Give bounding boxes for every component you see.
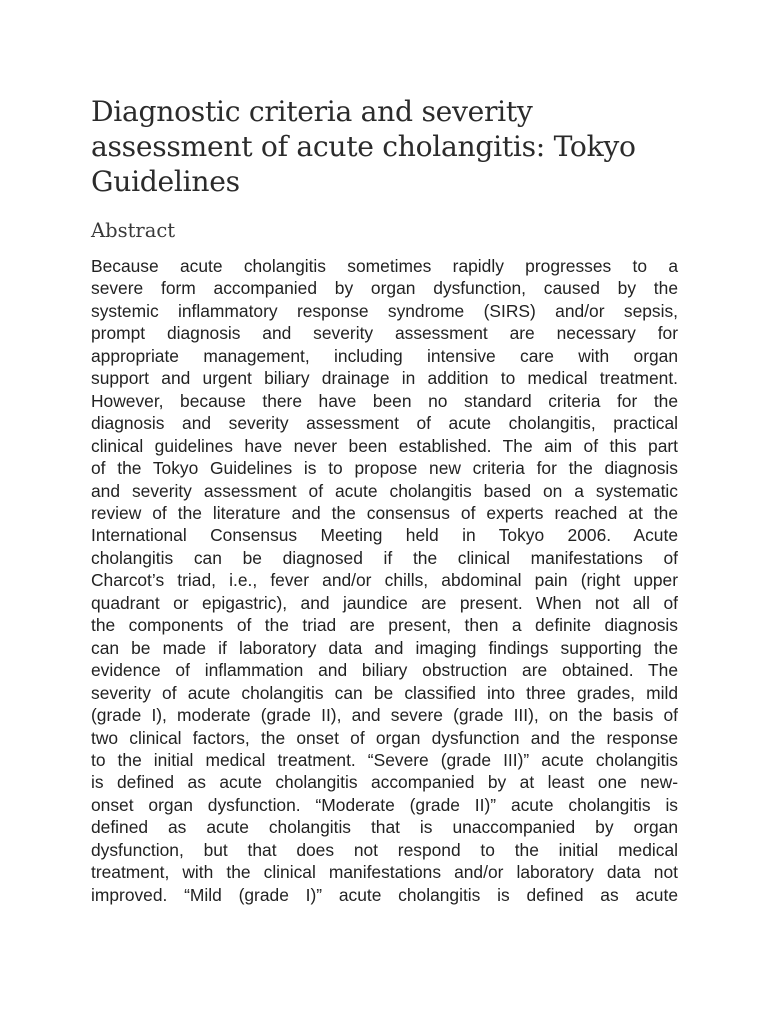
abstract-line: onset organ dysfunction. “Moderate (grade II)” acute cholangitis is [91,794,678,815]
abstract-line: appropriate management, including intensive care with organ [91,345,678,366]
abstract-line: can be made if laboratory data and imaging findings supporting the [91,637,678,658]
abstract-line: dysfunction, but that does not respond to the initial medical [91,839,678,860]
abstract-line: treatment, with the clinical manifestations and/or laboratory data not [91,862,678,883]
abstract-line: review of the literature and the consensus of experts reached at the [91,502,678,523]
abstract-line: improved. “Mild (grade I)” acute cholangitis is defined as acute [91,884,678,905]
abstract-heading: Abstract [91,219,176,242]
document-page [91,94,678,906]
abstract-line: Charcot’s triad, i.e., fever and/or chills, abdominal pain (right upper [91,570,678,591]
abstract-line: defined as acute cholangitis that is unaccompanied by organ [91,817,678,838]
abstract-line: cholangitis can be diagnosed if the clinical manifestations of [91,547,678,568]
abstract-line: clinical guidelines have never been established. The aim of this part [91,435,678,456]
abstract-line: prompt diagnosis and severity assessment are necessary for [91,323,678,344]
abstract-line: severity of acute cholangitis can be classified into three grades, mild [91,682,678,703]
abstract-line: two clinical factors, the onset of organ dysfunction and the response [91,727,678,748]
document-title: Diagnostic criteria and severity assessment of acute cholangitis: Tokyo Guidelines [91,95,636,198]
abstract-line: and severity assessment of acute cholangitis based on a systematic [91,480,678,501]
abstract-line: quadrant or epigastric), and jaundice are present. When not all of [91,592,678,613]
abstract-line: severe form accompanied by organ dysfunction, caused by the [91,278,678,299]
abstract-line: support and urgent biliary drainage in addition to medical treatment. [91,368,678,389]
abstract-body [91,255,678,906]
abstract-line: International Consensus Meeting held in Tokyo 2006. Acute [91,525,678,546]
abstract-line: to the initial medical treatment. “Severe (grade III)” acute cholangitis [91,749,678,770]
abstract-line: evidence of inflammation and biliary obstruction are obtained. The [91,660,678,681]
abstract-line: However, because there have been no standard criteria for the [91,390,678,411]
abstract-line: the components of the triad are present, then a definite diagnosis [91,615,678,636]
abstract-line: systemic inflammatory response syndrome (SIRS) and/or sepsis, [91,300,678,321]
abstract-line: (grade I), moderate (grade II), and severe (grade III), on the basis of [91,705,678,726]
abstract-line: diagnosis and severity assessment of acute cholangitis, practical [91,413,678,434]
abstract-line: Because acute cholangitis sometimes rapidly progresses to a [91,256,678,276]
abstract-line: is defined as acute cholangitis accompanied by at least one new- [91,772,678,793]
abstract-line: of the Tokyo Guidelines is to propose new criteria for the diagnosis [91,458,678,479]
